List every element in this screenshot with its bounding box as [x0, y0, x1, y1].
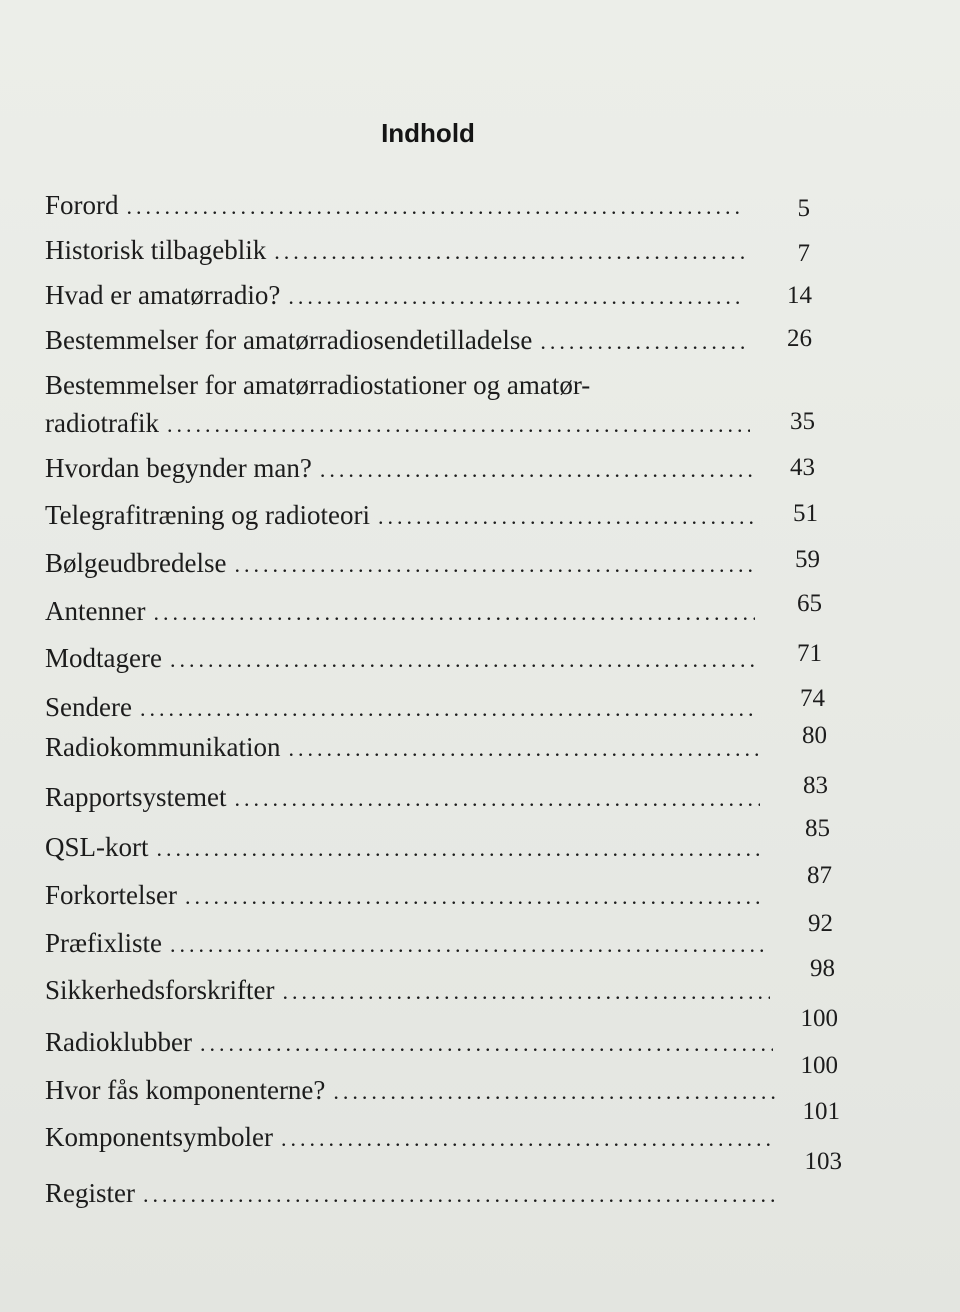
dot-leader — [143, 1182, 777, 1208]
toc-entry-label: Register — [45, 1178, 135, 1208]
toc-entry — [45, 548, 753, 579]
toc-entry — [45, 975, 770, 1006]
toc-entry-label: Forkortelser — [45, 880, 177, 910]
toc-page-number: 85 — [805, 815, 830, 842]
dot-leader — [540, 329, 750, 355]
toc-page-number: 80 — [802, 722, 827, 749]
dot-leader — [282, 979, 770, 1005]
toc-page-number: 35 — [790, 408, 815, 435]
toc-entry-label: Hvad er amatørradio? — [45, 280, 281, 310]
toc-entry — [45, 280, 745, 311]
toc-page-number: 7 — [797, 240, 810, 267]
dot-leader — [378, 504, 755, 530]
toc-page-number: 98 — [810, 955, 835, 982]
toc-entry-label: Komponentsymboler — [45, 1122, 273, 1152]
toc-entry-label: Radiokommunikation — [45, 732, 281, 762]
toc-page-number: 100 — [800, 1005, 838, 1032]
dot-leader — [170, 647, 755, 673]
toc-entry — [45, 596, 755, 627]
toc-page-number: 14 — [787, 282, 812, 309]
toc-entry — [45, 692, 757, 723]
toc-entry-label: Hvor fås komponenterne? — [45, 1075, 326, 1105]
toc-entry — [45, 928, 767, 959]
toc-entry-label: Historisk tilbageblik — [45, 235, 267, 265]
toc-entry-label: Modtagere — [45, 643, 162, 673]
toc-entry-label: Rapportsystemet — [45, 782, 227, 812]
toc-entry — [45, 1075, 775, 1106]
toc-entry — [45, 1027, 773, 1058]
dot-leader — [289, 736, 761, 762]
toc-entry — [45, 643, 755, 674]
toc-entry — [45, 325, 750, 356]
dot-leader — [234, 552, 753, 578]
toc-page-number: 5 — [797, 195, 810, 222]
toc-page-number: 103 — [804, 1148, 842, 1175]
toc-page-number: 101 — [802, 1098, 840, 1125]
toc-page-number: 59 — [795, 546, 820, 573]
dot-leader — [185, 884, 765, 910]
toc-entry-label: Radioklubber — [45, 1027, 192, 1057]
toc-entry — [45, 782, 760, 813]
dot-leader — [288, 284, 745, 310]
toc-page-number: 51 — [793, 500, 818, 527]
toc-entry-label: Antenner — [45, 596, 146, 626]
dot-leader — [200, 1031, 773, 1057]
toc-page-number: 92 — [808, 910, 833, 937]
dot-leader — [281, 1126, 775, 1152]
toc-entry-label: QSL-kort — [45, 832, 149, 862]
dot-leader — [140, 696, 757, 722]
toc-entry-label: Sikkerhedsforskrifter — [45, 975, 275, 1005]
toc-page-number: 43 — [790, 454, 815, 481]
dot-leader — [167, 412, 750, 438]
toc-entry-label: Præfixliste — [45, 928, 163, 958]
toc-entry-label: Bølgeudbredelse — [45, 548, 227, 578]
toc-page-number: 83 — [803, 772, 828, 799]
toc-entry — [45, 235, 745, 266]
dot-leader — [274, 239, 745, 265]
toc-page-number: 65 — [797, 590, 822, 617]
toc-entry-label: radiotrafik — [45, 408, 159, 438]
toc-entry — [45, 880, 765, 911]
toc-page-number: 74 — [800, 685, 825, 712]
toc-entry-label: Forord — [45, 190, 119, 220]
toc-entry — [45, 190, 745, 221]
toc-entry-label: Bestemmelser for amatørradiosendetilladelse — [45, 325, 533, 355]
dot-leader — [333, 1079, 775, 1105]
toc-page-number: 26 — [787, 325, 812, 352]
toc-entry — [45, 453, 753, 484]
toc-entry — [45, 832, 763, 863]
toc-entry-label: Sendere — [45, 692, 132, 722]
dot-leader — [153, 600, 755, 626]
toc-entry — [45, 500, 755, 531]
toc-page-number: 87 — [807, 862, 832, 889]
dot-leader — [127, 194, 746, 220]
toc-entry-label: Hvordan begynder man? — [45, 453, 312, 483]
dot-leader — [234, 786, 760, 812]
page-title: Indhold — [381, 118, 475, 148]
toc-entry-label: Telegrafitræning og radioteori — [45, 500, 371, 530]
toc-entry-continuation — [45, 408, 750, 439]
dot-leader — [320, 457, 753, 483]
toc-entry — [45, 1178, 777, 1209]
toc-page-number: 71 — [797, 640, 822, 667]
dot-leader — [170, 932, 767, 958]
toc-entry — [45, 732, 760, 763]
toc-page-number: 100 — [800, 1052, 838, 1079]
dot-leader — [157, 836, 764, 862]
toc-entry — [45, 370, 745, 401]
toc-entry — [45, 1122, 775, 1153]
toc-entry-label: Bestemmelser for amatørradiostationer og amatør- — [45, 370, 591, 400]
